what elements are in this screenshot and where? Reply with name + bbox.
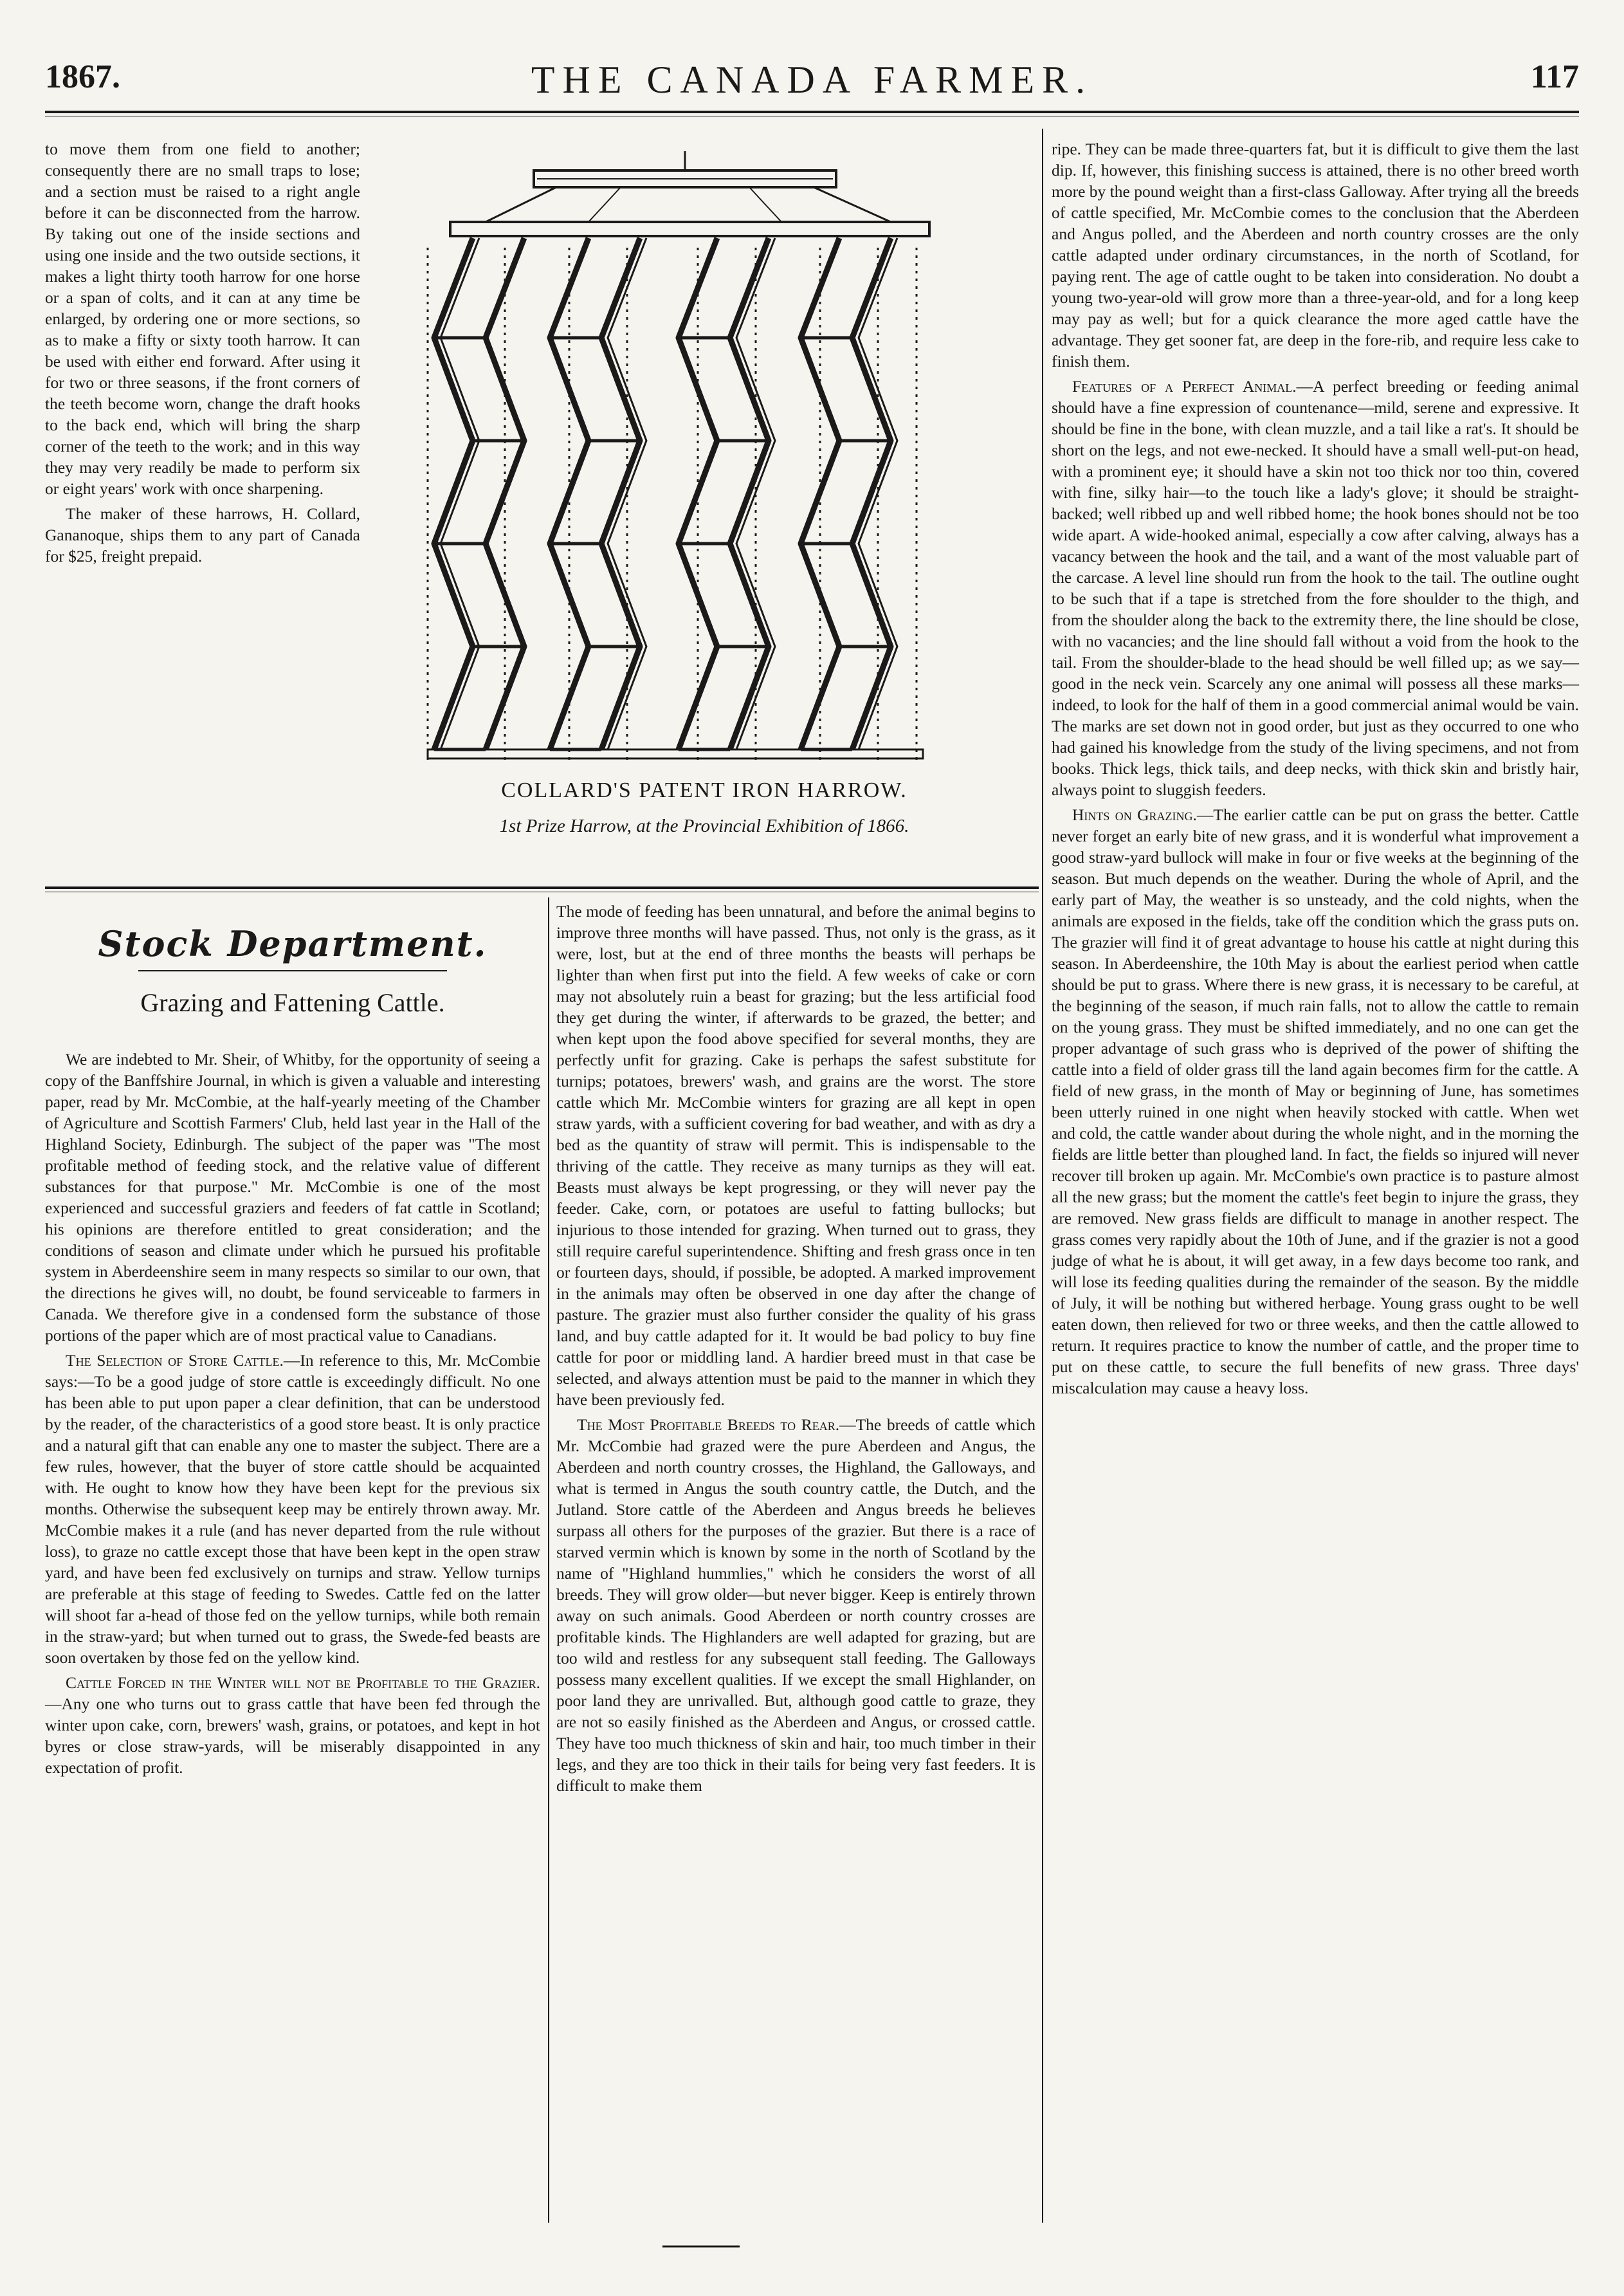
section-heading-hints-grazing: Hints on Grazing. <box>1072 805 1197 824</box>
section-rule <box>45 886 1039 889</box>
intro-column <box>45 138 360 571</box>
harrow-illustration <box>376 145 1032 878</box>
header-page-number: 117 <box>1530 59 1579 95</box>
department-rule <box>138 970 447 971</box>
header-title: THE CANADA FARMER. <box>531 59 1093 101</box>
column-2-paragraph-1: The mode of feeding has been unnatural, and before the animal begins to improve three months will have passed. Thus, not only is the grass, as it were, lost, but at the end of three months the beasts will perhaps be lighter than when first put into the field. A few weeks of cake or corn may not absolutely ruin a beast for grazing; but the less artificial food they get during the winter, if afterwards to be grazed, the better; and when kept upon the food above specified for several months, they are perfectly unfit for grazing. Cake is perhaps the safest substitute for turnips; potatoes, brewers' wash, and grains are the worst. The store cattle which Mr. McCombie winters for grazing are all kept in open straw yards, with a sufficient covering for bad weather, and with as dry a bed as the quantity of straw will permit. This is indispensable to the thriving of the cattle. They receive as many turnips as they will eat. Beasts must always be kept progressing, or they will never pay the feeder. Cake, corn, or potatoes are useful to fatting bullocks; but injurious to those intended for grazing. When turned out to grass, they still require careful superintendence. Shifting and fresh grass once in ten or fourteen days, should, if possible, be adopted. A marked improvement in the animals may often be observed in one day after the change of pasture. The grazier must also further consider the quality of his grass land, and buy cattle adapted for it. It would be bad policy to buy fine cattle for poor or middling land. A hardier breed must in that case be selected, and always attention must be paid to the manner in which they have been previously fed. <box>556 902 1036 1409</box>
figure-caption-subtitle: 1st Prize Harrow, at the Provincial Exhibition of 1866. <box>499 816 909 836</box>
bottom-ornament <box>662 2244 740 2249</box>
column-2 <box>556 901 1036 1800</box>
column-divider-2 <box>1042 129 1043 2223</box>
column-3-paragraph-1: ripe. They can be made three-quarters fat, but it is difficult to give them the last dip. If, however, this finishing success is attained, there is no other breed worth more by the pound weight than a first-class Galloway. After trying all the breeds of cattle specified, Mr. McCombie comes to the conclusion that the Aberdeen and Angus polled, and the Aberdeen and north country crosses are the only cattle adapted under ordinary circumstances, in the north of Scotland, for paying rent. The age of cattle ought to be taken into consideration. No doubt a young two-year-old will grow more than a three-year-old, and for a long keep may pay as well; but for a quick clearance the more aged cattle have the advantage. They get sooner fat, are deep in the fore-rib, and require less cake to finish them. <box>1052 140 1579 371</box>
page-header <box>45 58 1579 116</box>
section-heading-cattle-forced: Cattle Forced in the Winter will not be Profitable to the Grazier. <box>66 1673 540 1692</box>
column-1 <box>45 1049 540 1782</box>
column-3 <box>1052 138 1579 1402</box>
intro-paragraph: to move them from one field to another; consequently there are no small traps to lose; and a section must be raised to a right angle before it can be disconnected from the harrow. By taking out one of the inside sections and using one inside and the two outside sections, it makes a light thirty tooth harrow for one horse or a span of colts, and it can at any time be enlarged, by ordering one or more sections, so as to make a fifty or sixty tooth harrow. It can be used with either end forward. After using it for two or three seasons, if the front corners of the teeth become worn, change the draft hooks to the back end, which will bring the sharp corner of the teeth to the work; and in this way they may very readily be made to perform six or eight years' work with once sharpening. <box>45 140 360 498</box>
header-rule <box>45 111 1579 113</box>
department-heading: Stock Department. <box>98 923 488 964</box>
header-year: 1867. <box>45 59 120 95</box>
column-2-paragraph-2: —The breeds of cattle which Mr. McCombie had grazed were the pure Aberdeen and Angus, the Aberdeen and north country crosses, the Highland, the Galloways, and what is termed in Angus the south country cattle, the Dutch, and the Jutland. Store cattle of the Aberdeen and Angus breeds he believes surpass all others for the purposes of the grazier. But there is a race of starved vermin which is known by some in the north of Scotland by the name of "Highland hummlies," which he considers the worst of all breeds. They will grow older—but never bigger. Keep is entirely thrown away on such animals. Good Aberdeen or north country crosses are profitable kinds. The Highlanders are well adapted for grazing, but are too wild and restless for any subsequent stall feeding. The Galloways possess many excellent qualities. If we except the small Highlander, on poor land they are unrivalled. But, although good cattle to graze, they are not so easily finished as the Aberdeen and Angus, or crossed cattle. They have too much thickness of skin and hair, too much timber in their legs, and they are too thick in their tails for being very fast feeders. It is difficult to make them <box>556 1415 1036 1795</box>
column-1-paragraph-2: —In reference to this, Mr. McCombie says:—To be a good judge of store cattle is exceedingly difficult. No one has been able to put upon paper a clear definition, that can be understood by the reader, of the characteristics of a good store beast. It is only practice and a natural gift that can enable any one to master the subject. There are a few rules, however, that the buyer of store cattle should be acquainted with. He ought to know how they have been kept for the previous six months. Otherwise the subsequent keep may be entirely thrown away. Mr. McCombie makes it a rule (and has never departed from the rule without loss), to graze no cattle except those that have been kept in the open straw yard, and have been fed exclusively on turnips and straw. Yellow turnips are preferable at this stage of feeding to Swedes. Cattle fed on the latter will shoot far a-head of those fed on the yellow turnips, while both remain in the straw-yard; but when turned out to grass, the Swede-fed beasts are soon overtaken by those fed on the yellow kind. <box>45 1351 540 1667</box>
maker-paragraph: The maker of these harrows, H. Collard, Gananoque, ships them to any part of Canada for $25, freight prepaid. <box>45 504 360 565</box>
column-3-paragraph-2: —A perfect breeding or feeding animal should have a fine expression of countenance—mild, serene and expressive. It should be fine in the bone, with clean muzzle, and a tail like a rat's. It should be short on the legs, and not ewe-necked. It should have a small well-put-on head, with a prominent eye; it should have a skin not too thick nor too thin, covered with fine, silky hair—to the touch like a lady's glove; it should be straight-backed; well ribbed up and well ribbed home; the hook bones should not be too wide apart. A wide-hooked animal, especially a cow after calving, always has a vacancy between the hook and the tail, and a want of the most valuable part of the carcase. A level line should run from the hook to the tail. The outline ought to be such that if a tape is stretched from the fore shoulder to the thigh, and from the shoulder along the back to the extremity there, the line should be close, with no vacancies; and the line should fall without a void from the hook to the tail. From the shoulder-blade to the head should be well filled up; as we say—good in the neck vein. Scarcely any one animal will possess all these marks—indeed, to look for the half of them in a good commercial animal would be vain. The marks are set down not in good order, but just as they occurred to one who had gained his knowledge from the study of the living specimens, and not from books. Thick legs, thick tails, and deep necks, with thick skin and bristly hair, always point to sluggish feeders. <box>1052 377 1580 799</box>
column-1-paragraph-3: —Any one who turns out to grass cattle that have been fed through the winter upon cake, corn, brewers' wash, grains, or potatoes, and kept in hot byres or close straw-yards, will be miserably disappointed in any expectation of profit. <box>45 1694 540 1777</box>
section-heading-perfect-animal: Features of a Perfect Animal. <box>1072 377 1297 396</box>
column-3-paragraph-3: —The earlier cattle can be put on grass the better. Cattle never forget an early bite of new grass, and it is wonderful what improvement a good straw-yard bullock will make in four or five weeks at the beginning of the season. But much depends on the weather. During the whole of April, and the early part of May, the weather is so unsteady, and the cold nights, when the animals are exposed in the fields, take off the condition which the grass puts on. The grazier will find it of great advantage to house his cattle at night during this season. In Aberdeenshire, the 10th May is about the earliest period when cattle should be put to grass. Where there is new grass, it is necessary to be careful, at the beginning of the season, if much rain falls, not to allow the cattle to remain on the young grass. They must be shifted immediately, and no one can get the proper advantage of such grass who is deprived of the power of shifting the cattle into a field of older grass till the land again becomes firm for the cattle. A field of new grass, in the month of May or beginning of June, has sometimes been utterly ruined in one night when heavily stocked with cattle. When wet and cold, the cattle wander about during the whole night, and in the morning the fields are little better than ploughed land. In fact, the fields so injured will never recover till broken up again. Mr. McCombie's own practice is to pasture almost all the new grass; but the moment the cattle's feet begin to injure the grass, they are removed. New grass fields are difficult to manage in another respect. The grass comes very rapidly about the 10th of June, and if the grazier is not a good judge of what he is about, it will get away, in a few days become too rank, and will lose its feeding qualities during the remainder of the season. By the middle of July, it will be nothing but withered herbage. Young grass ought to be well eaten down, then relieved for two or three weeks, and then the cattle allowed to return. It requires practice to know the number of cattle, and the proper time to put on these cattle, to secure the full benefits of new grass. Three days' miscalculation may cause a heavy loss. <box>1052 805 1579 1397</box>
article-title: Grazing and Fattening Cattle. <box>140 988 445 1017</box>
section-heading-profitable-breeds: The Most Profitable Breeds to Rear. <box>577 1415 840 1434</box>
column-1-paragraph-1: We are indebted to Mr. Sheir, of Whitby, for the opportunity of seeing a copy of the Banffshire Journal, in which is given a valuable and interesting paper, read by Mr. McCombie, at the half-yearly meeting of the Chamber of Agriculture and Scottish Farmers' Club, held last year in the Hall of the Highland Society, Edinburgh. The subject of the paper was "The most profitable method of feeding stock, and the relative value of different substances for that purpose." Mr. McCombie is one of the most experienced and successful graziers and feeders of fat cattle in Scotland; his opinions are therefore entitled to great consideration; and the conditions of season and climate under which he pursued his profitable system in Aberdeenshire seem in many respects so similar to our own, that the directions he gives will, no doubt, be found serviceable to farmers in Canada. We therefore give in a condensed form the substance of those portions of the paper which are of most practical value to Canadians. <box>45 1050 540 1345</box>
figure-caption-title: COLLARD'S PATENT IRON HARROW. <box>501 778 908 802</box>
column-divider-1 <box>548 897 549 2223</box>
section-heading-store-cattle: The Selection of Store Cattle. <box>66 1351 284 1370</box>
